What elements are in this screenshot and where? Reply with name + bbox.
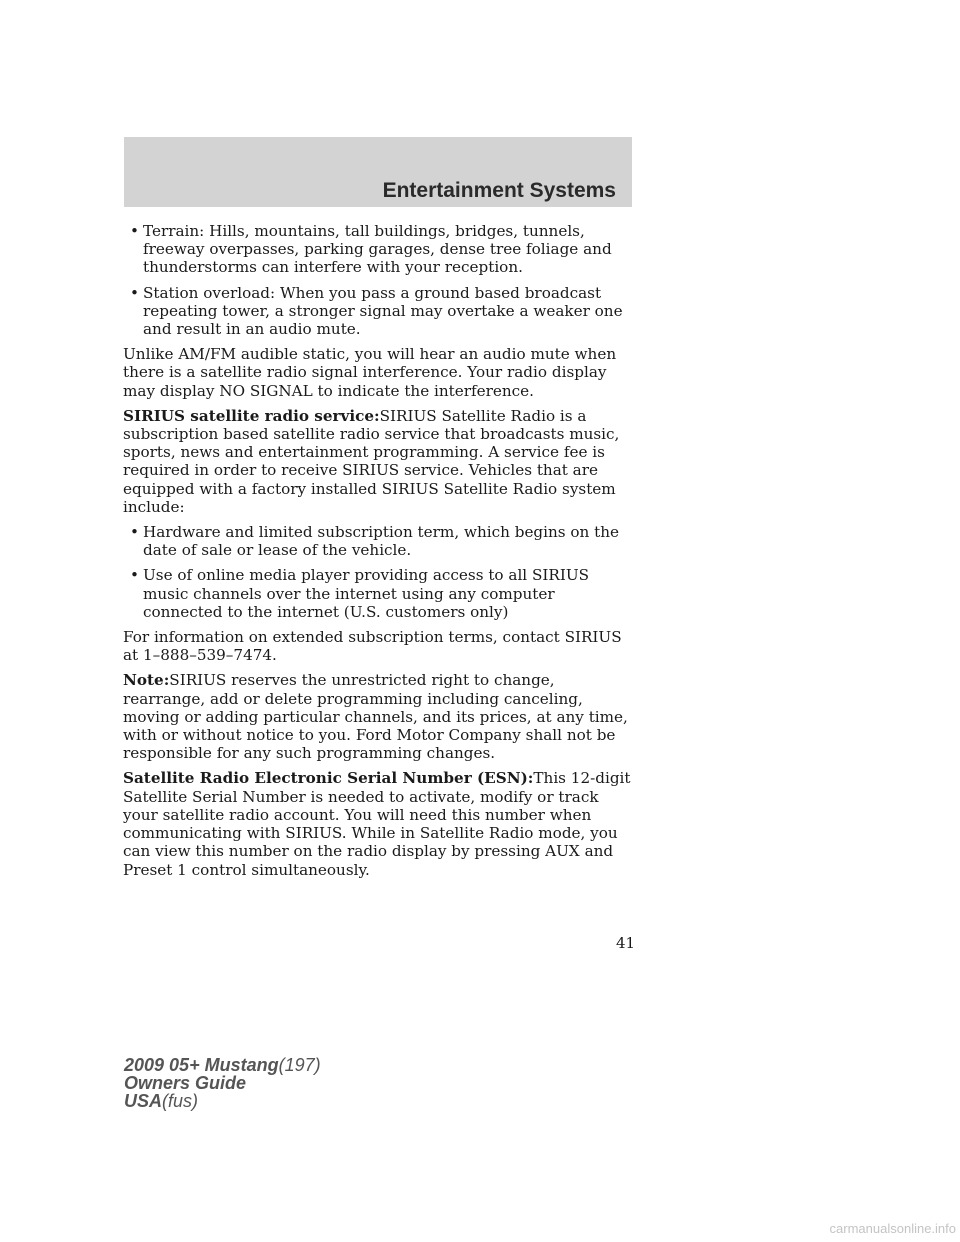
bullet-item-hardware bbox=[123, 523, 635, 559]
section-header-bar bbox=[124, 137, 632, 207]
footer-line-guide bbox=[124, 1074, 321, 1092]
bullet-text: Terrain: Hills, mountains, tall buildings, bridges, tunnels, freeway overpasses, parking garages, dense tree foliage and thunderstorms can interfere with your reception. bbox=[143, 222, 612, 277]
bullet-icon: • bbox=[130, 523, 139, 542]
esn-label: Satellite Radio Electronic Serial Number (ESN): bbox=[123, 769, 534, 788]
footer-line-model bbox=[124, 1056, 321, 1074]
bullet-item-online-player bbox=[123, 566, 635, 621]
bullet-icon: • bbox=[130, 222, 139, 240]
bullet-text: Station overload: When you pass a ground based broadcast repeating tower, a stronger signal may overtake a weaker one and result in an audio mute. bbox=[143, 283, 623, 339]
paragraph-subscription-info: For information on extended subscription terms, contact SIRIUS at 1–888–539–7474. bbox=[123, 628, 622, 665]
paragraph-esn bbox=[123, 769, 635, 878]
esn-text: This 12-digit Satellite Serial Number is needed to activate, modify or track your satellite radio account. You will need this number when communicating with SIRIUS. While in Satellite Radio mode, you can view this number on the radio display by pressing AUX and Preset 1 control simultaneously. bbox=[123, 769, 631, 879]
bullet-item-station-overload bbox=[123, 284, 635, 339]
sirius-text: SIRIUS Satellite Radio is a subscription based satellite radio service that broadcasts music, sports, news and entertainment programming. A service fee is required in order to receive SIRIUS service. Vehicles that are equipped with a factory installed SIRIUS Satellite Radio system include: bbox=[123, 406, 620, 516]
bullet-text: Hardware and limited subscription term, which begins on the date of sale or lease of the vehicle. bbox=[143, 523, 620, 560]
page-number: 41 bbox=[616, 934, 636, 952]
bullet-item-terrain bbox=[123, 222, 635, 277]
footer-market-code: (fus) bbox=[162, 1091, 199, 1111]
section-title: Entertainment Systems bbox=[382, 179, 616, 202]
footer-guide: Owners Guide bbox=[124, 1073, 247, 1093]
footer-model-code: (197) bbox=[278, 1055, 321, 1075]
note-text: SIRIUS reserves the unrestricted right to change, rearrange, add or delete programming including canceling, moving or adding particular channels, and its prices, at any time, with or without notice to you. Ford Motor Company shall not be responsible for any such programming changes. bbox=[123, 671, 628, 763]
paragraph-audio-mute: Unlike AM/FM audible static, you will hear an audio mute when there is a satellite radio signal interference. Your radio display may display NO SIGNAL to indicate the interference. bbox=[123, 345, 617, 400]
page-content bbox=[123, 222, 635, 886]
note-label: Note: bbox=[123, 671, 170, 690]
bullet-icon: • bbox=[130, 566, 139, 585]
footer-model: 2009 05+ Mustang bbox=[124, 1055, 279, 1075]
footer-imprint bbox=[124, 1056, 321, 1110]
sirius-label: SIRIUS satellite radio service: bbox=[123, 406, 380, 425]
bullet-icon: • bbox=[130, 283, 139, 302]
footer-market: USA bbox=[124, 1091, 163, 1111]
paragraph-sirius-service bbox=[123, 407, 635, 516]
footer-line-market bbox=[124, 1092, 321, 1110]
paragraph-note bbox=[123, 671, 635, 762]
watermark-link[interactable]: carmanualsonline.info bbox=[829, 1221, 956, 1236]
bullet-text: Use of online media player providing access to all SIRIUS music channels over the internet using any computer connected to the internet (U.S. customers only) bbox=[143, 566, 590, 621]
